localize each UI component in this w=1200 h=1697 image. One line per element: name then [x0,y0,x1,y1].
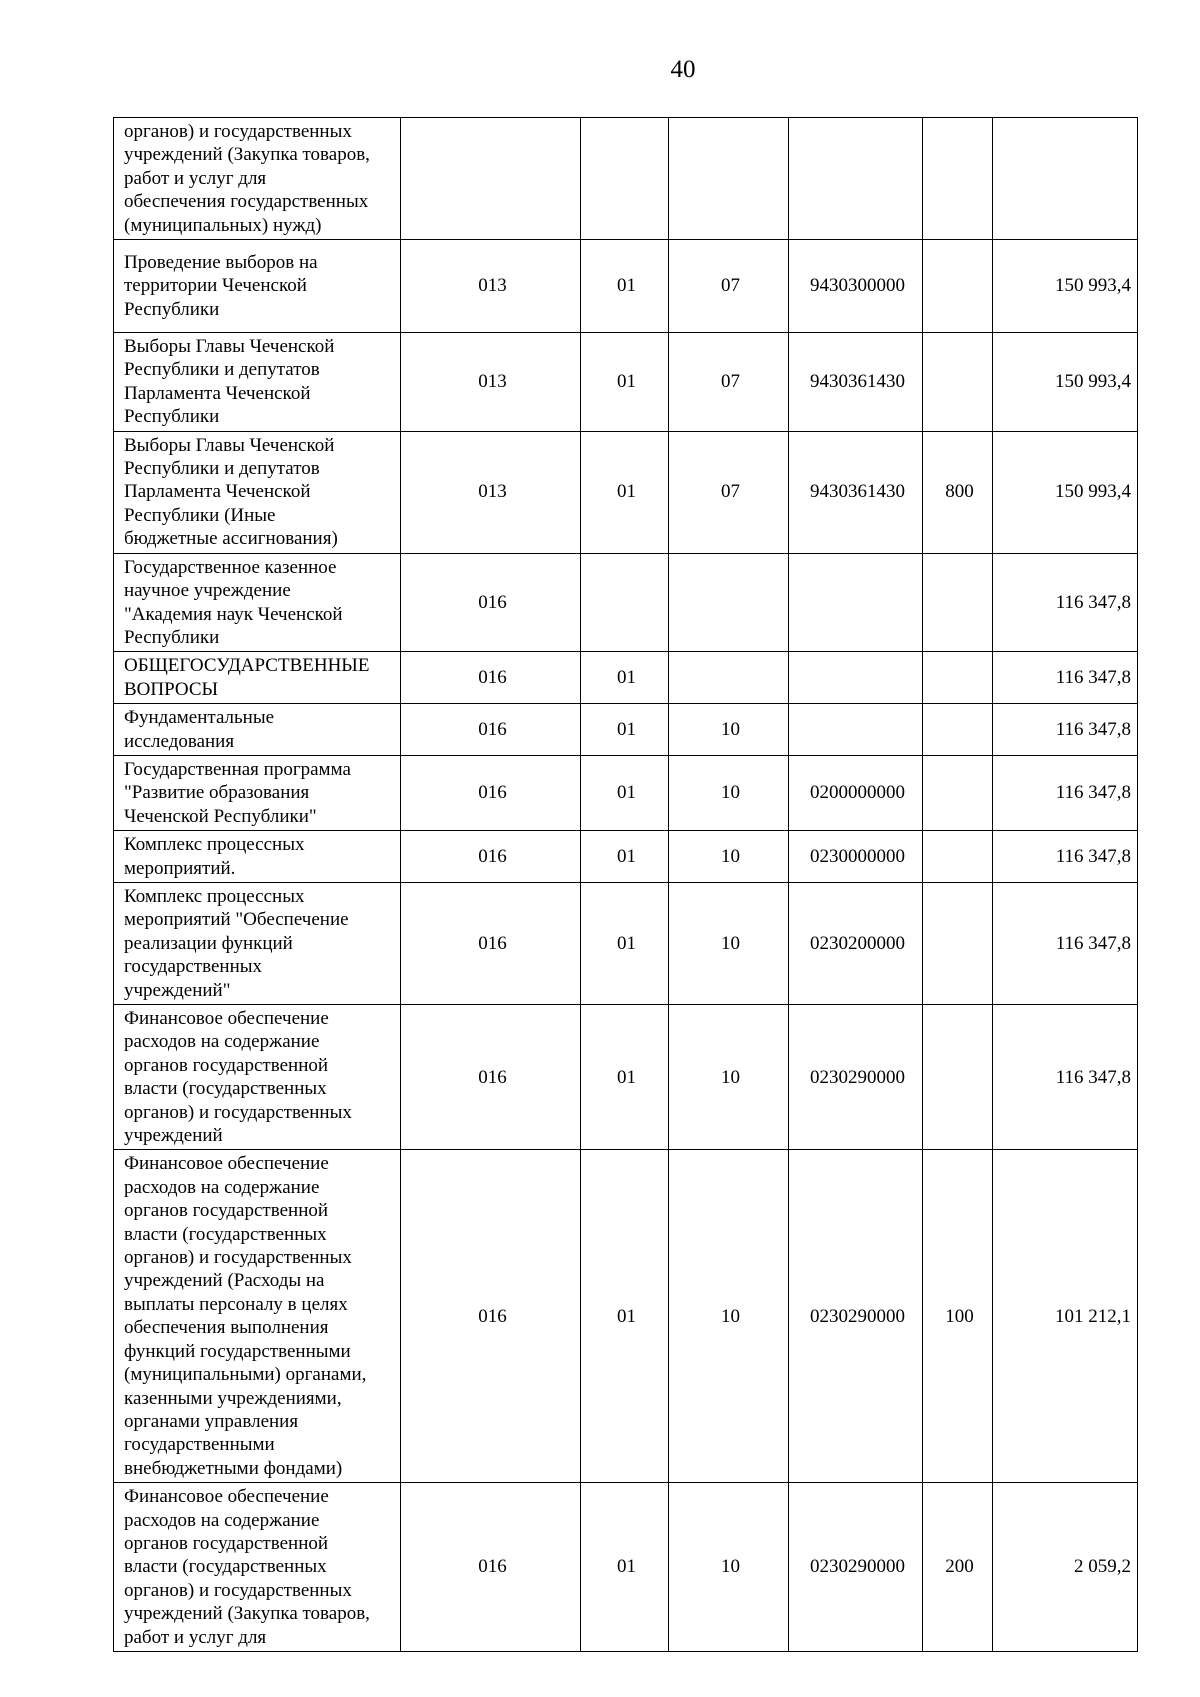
section-code: 01 [581,882,669,1004]
table-row [114,118,1138,240]
expense-type-code [923,1005,993,1150]
expense-type-code [923,755,993,830]
row-name: ОБЩЕГОСУДАРСТВЕННЫЕ ВОПРОСЫ [114,652,401,704]
section-code: 01 [581,240,669,333]
amount: 150 993,4 [993,240,1138,333]
row-name: Государственное казенное научное учреждение "Академия наук Чеченской Республики [114,553,401,652]
ministry-code: 016 [401,1483,581,1652]
row-name: органов) и государственных учреждений (Закупка товаров, работ и услуг для обеспечения государственных (муниципальных) нужд) [114,118,401,240]
target-article-code: 0230290000 [789,1150,923,1483]
row-name: Государственная программа "Развитие образования Чеченской Республики" [114,755,401,830]
row-name: Фундаментальные исследования [114,704,401,756]
subsection-code: 10 [669,1483,789,1652]
section-code: 01 [581,755,669,830]
expense-type-code [923,240,993,333]
ministry-code: 016 [401,652,581,704]
subsection-code: 10 [669,1150,789,1483]
expense-type-code: 200 [923,1483,993,1652]
target-article-code: 0230290000 [789,1483,923,1652]
expense-type-code [923,652,993,704]
row-name: Финансовое обеспечение расходов на содержание органов государственной власти (государственных органов) и государственных учреждений [114,1005,401,1150]
section-code: 01 [581,652,669,704]
section-code: 01 [581,831,669,883]
target-article-code [789,704,923,756]
table-row [114,431,1138,553]
target-article-code: 9430361430 [789,333,923,432]
amount: 116 347,8 [993,652,1138,704]
target-article-code: 0230200000 [789,882,923,1004]
subsection-code: 07 [669,240,789,333]
table-row [114,704,1138,756]
table-row [114,831,1138,883]
subsection-code: 10 [669,882,789,1004]
table-row [114,652,1138,704]
row-name: Комплекс процессных мероприятий "Обеспечение реализации функций государственных учреждений" [114,882,401,1004]
ministry-code: 016 [401,831,581,883]
table-body [114,118,1138,1652]
ministry-code: 013 [401,431,581,553]
row-name: Выборы Главы Чеченской Республики и депутатов Парламента Чеченской Республики [114,333,401,432]
expense-type-code [923,553,993,652]
table-row [114,1150,1138,1483]
subsection-code: 07 [669,333,789,432]
amount: 150 993,4 [993,333,1138,432]
table-row [114,553,1138,652]
ministry-code: 016 [401,1005,581,1150]
section-code: 01 [581,333,669,432]
row-name: Финансовое обеспечение расходов на содержание органов государственной власти (государственных органов) и государственных учреждений (Расходы на выплаты персоналу в целях обеспечения выполнения функций государственными (муниципальными) органами, казенными учреждениями, органами управления государственными внебюджетными фондами) [114,1150,401,1483]
subsection-code: 10 [669,1005,789,1150]
budget-table [113,117,1138,1652]
section-code [581,553,669,652]
amount: 150 993,4 [993,431,1138,553]
subsection-code [669,553,789,652]
expense-type-code [923,118,993,240]
table-row [114,1005,1138,1150]
section-code: 01 [581,1150,669,1483]
table-row [114,882,1138,1004]
amount: 116 347,8 [993,1005,1138,1150]
ministry-code: 013 [401,240,581,333]
row-name: Выборы Главы Чеченской Республики и депутатов Парламента Чеченской Республики (Иные бюджетные ассигнования) [114,431,401,553]
ministry-code: 016 [401,553,581,652]
expense-type-code: 100 [923,1150,993,1483]
amount: 116 347,8 [993,704,1138,756]
subsection-code [669,118,789,240]
page-number: 40 [670,56,696,83]
section-code: 01 [581,704,669,756]
section-code [581,118,669,240]
ministry-code: 016 [401,704,581,756]
target-article-code: 0230290000 [789,1005,923,1150]
section-code: 01 [581,1483,669,1652]
target-article-code: 0230000000 [789,831,923,883]
amount: 116 347,8 [993,882,1138,1004]
table-row [114,1483,1138,1652]
table-row [114,240,1138,333]
ministry-code: 013 [401,333,581,432]
ministry-code: 016 [401,1150,581,1483]
amount: 116 347,8 [993,553,1138,652]
expense-type-code [923,882,993,1004]
target-article-code: 9430300000 [789,240,923,333]
amount: 2 059,2 [993,1483,1138,1652]
section-code: 01 [581,1005,669,1150]
target-article-code: 0200000000 [789,755,923,830]
expense-type-code [923,831,993,883]
ministry-code: 016 [401,755,581,830]
subsection-code: 10 [669,831,789,883]
subsection-code: 07 [669,431,789,553]
row-name: Проведение выборов на территории Чеченской Республики [114,240,401,333]
row-name: Финансовое обеспечение расходов на содержание органов государственной власти (государственных органов) и государственных учреждений (Закупка товаров, работ и услуг для [114,1483,401,1652]
amount: 101 212,1 [993,1150,1138,1483]
section-code: 01 [581,431,669,553]
target-article-code [789,652,923,704]
subsection-code: 10 [669,704,789,756]
table-row [114,333,1138,432]
target-article-code [789,118,923,240]
row-name: Комплекс процессных мероприятий. [114,831,401,883]
amount [993,118,1138,240]
subsection-code: 10 [669,755,789,830]
expense-type-code [923,704,993,756]
target-article-code [789,553,923,652]
ministry-code: 016 [401,882,581,1004]
subsection-code [669,652,789,704]
ministry-code [401,118,581,240]
expense-type-code: 800 [923,431,993,553]
target-article-code: 9430361430 [789,431,923,553]
amount: 116 347,8 [993,755,1138,830]
table-row [114,755,1138,830]
expense-type-code [923,333,993,432]
amount: 116 347,8 [993,831,1138,883]
